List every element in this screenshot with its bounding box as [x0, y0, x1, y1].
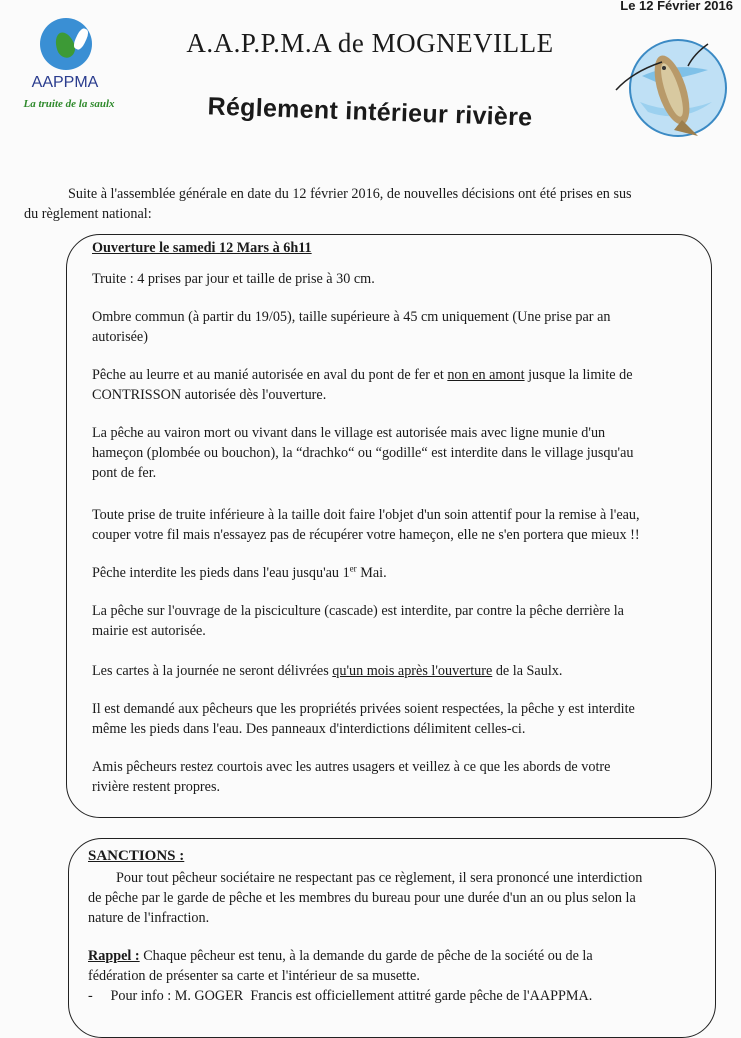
- intro-line-1: Suite à l'assemblée générale en date du 12 février 2016, de nouvelles décisions ont été prises en sus: [68, 186, 632, 202]
- rule-prise-line-1: Toute prise de truite inférieure à la taille doit faire l'objet d'un soin attentif pour la remise à l'eau,: [92, 507, 640, 523]
- rule-pieds-sup: er: [349, 563, 357, 574]
- rule-cartes-b: de la Saulx.: [492, 663, 563, 679]
- rule-prise-line-2: couper votre fil mais n'essayez pas de récupérer votre hameçon, elle ne s'en portera que mieux !!: [92, 527, 640, 543]
- rule-pieds-b: Mai.: [356, 565, 387, 581]
- rappel-line-1: Chaque pêcheur est tenu, à la demande du garde de pêche de la société ou de la: [139, 948, 593, 964]
- rule-vairon-line-1: La pêche au vairon mort ou vivant dans le village est autorisée mais avec ligne munie d'un: [92, 425, 606, 441]
- trout-globe-icon: [612, 32, 730, 140]
- rule-ombre-line-1: Ombre commun (à partir du 19/05), taille supérieure à 45 cm uniquement (Une prise par an: [92, 309, 611, 325]
- rappel-line-2: fédération de présenter sa carte et l'intérieur de sa musette.: [88, 968, 420, 984]
- document-date: Le 12 Février 2016: [620, 0, 733, 13]
- rule-vairon-line-3: pont de fer.: [92, 465, 157, 481]
- rule-cartes-underlined: qu'un mois après l'ouverture: [332, 663, 493, 679]
- sanctions-title: SANCTIONS :: [88, 848, 185, 864]
- rule-privees-line-2: même les pieds dans l'eau. Des panneaux d'interdictions délimitent celles-ci.: [92, 721, 526, 737]
- sanctions-box-content: [88, 846, 708, 1006]
- sanctions-line-3: nature de l'infraction.: [88, 910, 210, 926]
- rule-leurre-underlined: non en amont: [447, 367, 525, 383]
- rule-cartes-a: Les cartes à la journée ne seront délivrées: [92, 663, 333, 679]
- intro-paragraph: [24, 184, 708, 224]
- page-subtitle: Réglement intérieur rivière: [207, 92, 533, 132]
- logo-name: AAPPMA: [31, 74, 99, 91]
- aappma-logo-icon: [40, 18, 92, 70]
- rule-vairon-line-2: hameçon (plombée ou bouchon), la “drachko“ ou “godille“ est interdite dans le village jusqu'au: [92, 445, 634, 461]
- rule-leurre-line-2: CONTRISSON autorisée dès l'ouverture.: [92, 387, 327, 403]
- opening-heading: Ouverture le samedi 12 Mars à 6h11: [92, 240, 312, 256]
- rule-amis-line-2: rivière restent propres.: [92, 779, 221, 795]
- rule-pisci-line-1: La pêche sur l'ouvrage de la pisciculture (cascade) est interdite, par contre la pêche derrière la: [92, 603, 624, 619]
- page-title: A.A.P.P.M.A de MOGNEVILLE: [186, 28, 554, 58]
- sanctions-line-1: Pour tout pêcheur sociétaire ne respectant pas ce règlement, il sera prononcé une interdiction: [116, 870, 643, 886]
- rule-leurre-b: jusque la limite de: [524, 367, 633, 383]
- rule-truite: Truite : 4 prises par jour et taille de prise à 30 cm.: [92, 271, 375, 287]
- rule-amis-line-1: Amis pêcheurs restez courtois avec les autres usagers et veillez à ce que les abords de votre: [92, 759, 611, 775]
- intro-line-2: du règlement national:: [24, 206, 152, 222]
- logo-tagline: La truite de la saulx: [23, 98, 115, 110]
- rule-pisci-line-2: mairie est autorisée.: [92, 623, 206, 639]
- sanctions-line-2: de pêche par le garde de pêche et les membres du bureau pour une durée d'un an ou plus selon la: [88, 890, 636, 906]
- garde-info: - Pour info : M. GOGER Francis est officiellement attitré garde pêche de l'AAPPMA.: [88, 988, 593, 1004]
- rule-privees-line-1: Il est demandé aux pêcheurs que les propriétés privées soient respectées, la pêche y est interdite: [92, 701, 635, 717]
- rule-leurre-a: Pêche au leurre et au manié autorisée en aval du pont de fer et: [92, 367, 448, 383]
- rules-box-content: [92, 238, 712, 797]
- rule-pieds-a: Pêche interdite les pieds dans l'eau jusqu'au 1: [92, 565, 350, 581]
- rule-ombre-line-2: autorisée): [92, 329, 148, 345]
- aappma-logo: [22, 16, 142, 126]
- rappel-label: Rappel :: [88, 948, 140, 964]
